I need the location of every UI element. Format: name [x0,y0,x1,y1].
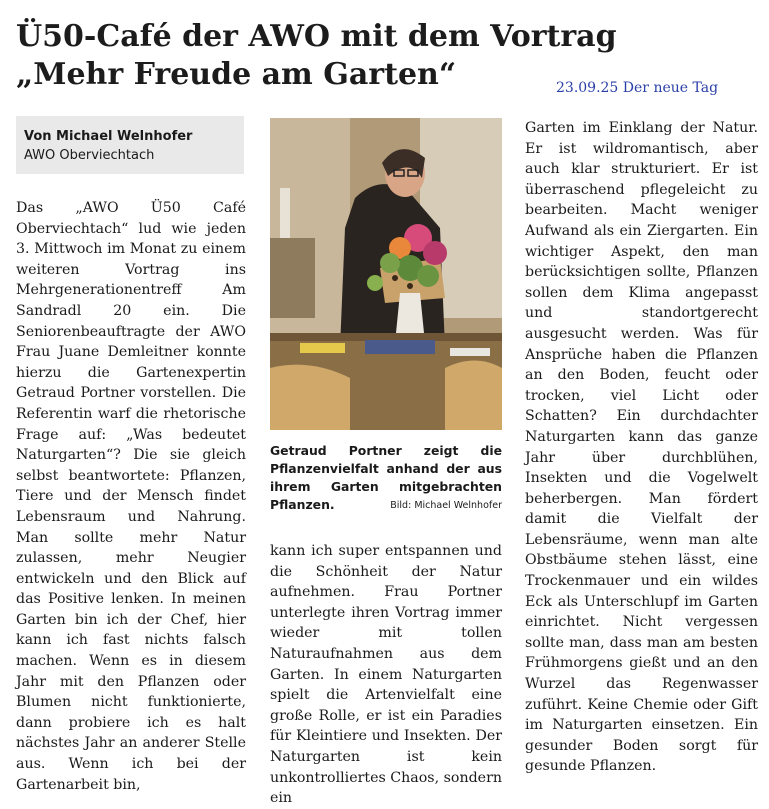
article-column-3 [525,118,758,777]
article-column-2 [270,541,502,809]
headline-line-2: „Mehr Freude am Garten“ [16,57,457,92]
byline-box [16,116,244,174]
source-date-tag: 23.09.25 Der neue Tag [556,80,719,96]
photo-caption [270,442,502,515]
headline [16,18,636,94]
column-3-text: Garten im Einklang der Natur. Er ist wildromantisch, aber auch klar strukturiert. Er ist überraschend pflegeleicht zu bearbeiten. Macht weniger Aufwand als ein Ziergarten. Ein wichtiger Aspekt, den man berücksichtigen sollte, Pflanzen sollen dem Klima angepasst und standortgerecht ausgesucht werden. Was für Ansprüche haben die Pflanzen an den Boden, feucht oder trocken, viel Licht oder Schatten? Ein durchdachter Naturgarten kann das ganze Jahr über durchblühen, Insekten und die Vogelwelt beherbergen. Man fördert damit die Vielfalt der Lebensräume, wenn man alte Obstbäume stehen lässt, eine Trockenmauer und ein wildes Eck als Unterschlupf im Garten einrichtet. Nicht vergessen sollte man, dass man am besten Frühmorgens gießt und an den Wurzel das Regenwasser zuführt. Keine Chemie oder Gift im Naturgarten einsetzen. Ein gesunder Boden sorgt für gesunde Pflanzen. [525,120,758,775]
column-2-text: kann ich super entspannen und die Schönheit der Natur aufnehmen. Frau Portner unterlegte ihren Vortrag immer wieder mit tollen Naturaufnahmen aus dem Garten. In einem Naturgarten spielt die Artenvielfalt eine große Rolle, er ist ein Paradies für Kleintiere und Insekten. Der Naturgarten ist kein unkontrolliertes Chaos, sondern ein [270,543,502,807]
caption-text: Getraud Portner zeigt die Pflanzenvielfalt anhand der aus ihrem Garten mitgebrachten Pflanzen. [270,443,502,512]
column-1-text: Das „AWO Ü50 Café Oberviechtach“ lud wie jeden 3. Mittwoch im Monat zu einem weiteren Vortrag ins Mehrgenerationentreff Am Sandradl 20 ein. Die Seniorenbeauftragte der AWO Frau Juane Demleitner konnte hierzu die Gartenexpertin Getraud Portner vorstellen. Die Referentin warf die rhetorische Frage auf: „Was bedeutet Naturgarten“? Die sie gleich selbst beantwortete: Pflanzen, Tiere und der Mensch findet Lebensraum und Nahrung. Man sollte mehr Natur zulassen, mehr Neugier entwickeln und den Blick auf das Positive lenken. In meinen Garten bin ich der Chef, hier kann ich fast nichts falsch machen. Wenn es in diesem Jahr mit den Pflanzen oder Blumen nicht funktionierte, dann probiere ich es halt nächstes Jahr an anderer Stelle aus. Wenn ich bei der Gartenarbeit bin, [16,200,246,793]
photo-credit: Bild: Michael Welnhofer [390,500,502,511]
article-column-1 [16,198,246,795]
headline-line-1: Ü50-Café der AWO mit dem Vortrag [16,19,617,54]
byline-organization: AWO Oberviechtach [24,148,155,163]
article-photo [270,118,502,430]
byline-author: Von Michael Welnhofer [24,129,193,144]
